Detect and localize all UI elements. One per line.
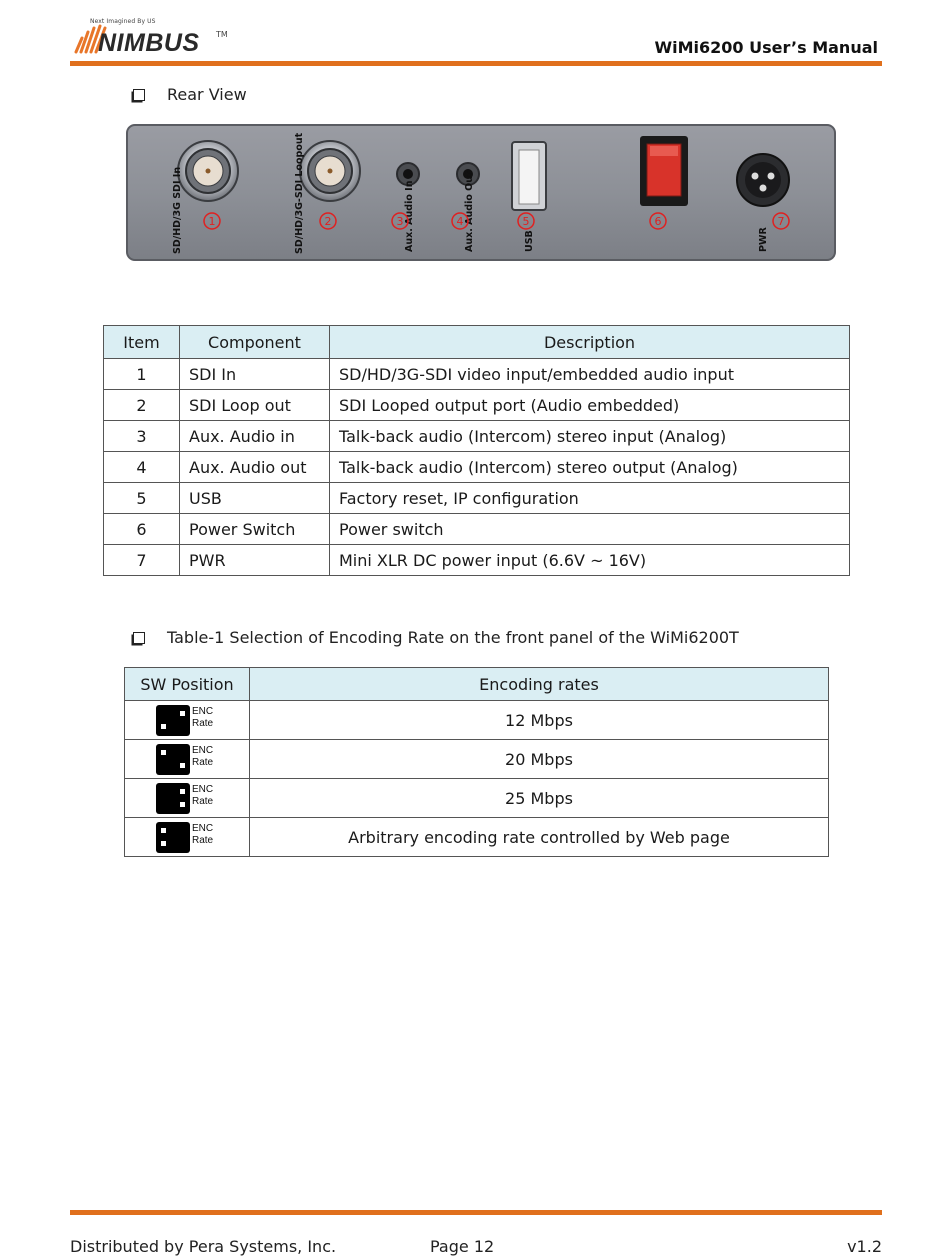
port-label-7: PWR — [758, 227, 769, 252]
manual-title: WiMi6200 User’s Manual — [654, 38, 878, 57]
item-cell: 2 — [104, 390, 180, 421]
column-header-sw-position: SW Position — [125, 668, 250, 701]
description-cell: Factory reset, IP configuration — [330, 483, 850, 514]
switch-label — [192, 823, 213, 847]
pwr-connector — [737, 154, 789, 206]
column-header-component: Component — [180, 326, 330, 359]
power-switch — [640, 136, 688, 206]
switch-label-enc: ENC — [192, 745, 214, 756]
nimbus-logo — [70, 8, 240, 58]
port-label-2: SD/HD/3G-SDI Loopout — [294, 132, 305, 254]
table-row — [104, 452, 850, 483]
logo-word: NIMBUS — [98, 29, 200, 57]
component-cell: SDI In — [180, 359, 330, 390]
callout-1: 1 — [208, 215, 216, 228]
table-row — [125, 818, 829, 857]
table-row — [104, 359, 850, 390]
dip-switch-body — [156, 705, 190, 736]
description-cell: Talk-back audio (Intercom) stereo input (Analog) — [330, 421, 850, 452]
dip-switch-body — [156, 744, 190, 775]
port-label-4: Aux. Audio Out — [464, 171, 475, 252]
table-row — [104, 545, 850, 576]
sw-position-cell — [125, 740, 250, 779]
encoding-rate-cell: 20 Mbps — [250, 740, 829, 779]
sw-position-cell — [125, 701, 250, 740]
component-table — [103, 325, 850, 576]
sdi-loop-connector — [300, 141, 360, 201]
description-cell: SDI Looped output port (Audio embedded) — [330, 390, 850, 421]
component-cell: Power Switch — [180, 514, 330, 545]
callout-5: 5 — [522, 215, 530, 228]
rear-view-heading-text: Rear View — [167, 85, 247, 104]
switch-label-enc: ENC — [192, 706, 214, 717]
rear-panel-image — [126, 124, 836, 261]
callout-3: 3 — [396, 215, 404, 228]
encoding-rate-cell: Arbitrary encoding rate controlled by Web page — [250, 818, 829, 857]
item-cell: 5 — [104, 483, 180, 514]
item-cell: 3 — [104, 421, 180, 452]
column-header-item: Item — [104, 326, 180, 359]
description-cell: SD/HD/3G-SDI video input/embedded audio input — [330, 359, 850, 390]
column-header-encoding-rates: Encoding rates — [250, 668, 829, 701]
switch-label — [192, 745, 213, 769]
callout-4: 4 — [456, 215, 464, 228]
footer-rule — [70, 1210, 882, 1215]
switch-top-dot — [180, 789, 185, 794]
header-rule — [70, 61, 882, 66]
table-row — [104, 421, 850, 452]
encoding-heading — [133, 628, 739, 647]
encoding-heading-text: Table-1 Selection of Encoding Rate on the front panel of the WiMi6200T — [167, 628, 739, 647]
switch-bottom-dot — [161, 724, 166, 729]
switch-label-enc: ENC — [192, 823, 214, 834]
encoding-rate-table — [124, 667, 829, 857]
component-cell: USB — [180, 483, 330, 514]
description-cell: Power switch — [330, 514, 850, 545]
switch-label-rate: Rate — [192, 718, 214, 729]
column-header-description: Description — [330, 326, 850, 359]
switch-label — [192, 706, 213, 730]
switch-label-rate: Rate — [192, 757, 214, 768]
encoding-rate-cell: 12 Mbps — [250, 701, 829, 740]
component-cell: PWR — [180, 545, 330, 576]
item-cell: 4 — [104, 452, 180, 483]
table-row — [104, 390, 850, 421]
sw-position-cell — [125, 818, 250, 857]
port-label-3: Aux. Audio In — [404, 180, 415, 252]
component-cell: Aux. Audio out — [180, 452, 330, 483]
dip-switch-icon — [156, 782, 218, 814]
switch-top-dot — [161, 828, 166, 833]
item-cell: 6 — [104, 514, 180, 545]
component-cell: SDI Loop out — [180, 390, 330, 421]
logo-trademark: TM — [216, 30, 228, 39]
callout-6: 6 — [654, 215, 662, 228]
logo-tagline: Next Imagined By US — [90, 18, 156, 25]
rear-view-heading — [133, 85, 247, 104]
table-header-row — [125, 668, 829, 701]
item-cell: 1 — [104, 359, 180, 390]
switch-bottom-dot — [180, 763, 185, 768]
usb-port — [512, 142, 546, 210]
table-row — [104, 483, 850, 514]
item-cell: 7 — [104, 545, 180, 576]
description-cell: Talk-back audio (Intercom) stereo output (Analog) — [330, 452, 850, 483]
description-cell: Mini XLR DC power input (6.6V ~ 16V) — [330, 545, 850, 576]
component-cell: Aux. Audio in — [180, 421, 330, 452]
switch-top-dot — [161, 750, 166, 755]
table-row — [104, 514, 850, 545]
switch-top-dot — [180, 711, 185, 716]
switch-label — [192, 784, 213, 808]
dip-switch-body — [156, 822, 190, 853]
dip-switch-icon — [156, 743, 218, 775]
switch-label-enc: ENC — [192, 784, 214, 795]
switch-label-rate: Rate — [192, 796, 214, 807]
encoding-rate-cell: 25 Mbps — [250, 779, 829, 818]
checkbox-bullet-icon — [133, 89, 145, 101]
callout-7: 7 — [777, 215, 785, 228]
sdi-in-connector — [178, 141, 238, 201]
footer-version: v1.2 — [847, 1237, 882, 1256]
footer-distributor: Distributed by Pera Systems, Inc. — [70, 1237, 337, 1256]
table-row — [125, 701, 829, 740]
dip-switch-body — [156, 783, 190, 814]
table-row — [125, 779, 829, 818]
port-label-5: USB — [524, 230, 535, 252]
table-row — [125, 740, 829, 779]
switch-label-rate: Rate — [192, 835, 214, 846]
dip-switch-icon — [156, 704, 218, 736]
checkbox-bullet-icon — [133, 632, 145, 644]
switch-bottom-dot — [161, 841, 166, 846]
switch-bottom-dot — [180, 802, 185, 807]
sw-position-cell — [125, 779, 250, 818]
callout-2: 2 — [324, 215, 332, 228]
dip-switch-icon — [156, 821, 218, 853]
footer-page-number: Page 12 — [430, 1237, 495, 1256]
table-header-row — [104, 326, 850, 359]
port-label-1: SD/HD/3G SDI In — [172, 166, 183, 254]
